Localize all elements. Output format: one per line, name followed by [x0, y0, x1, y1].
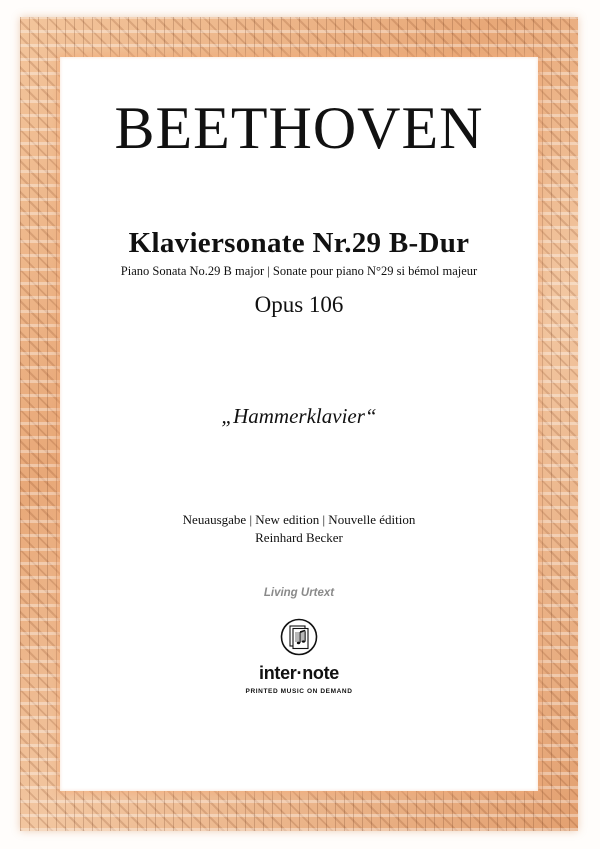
sheet-music-circle-icon — [280, 618, 318, 656]
series-label: Living Urtext — [263, 587, 335, 599]
opus-number: Opus 106 — [254, 292, 344, 317]
editor-name: Reinhard Becker — [255, 530, 343, 545]
composer-name: BEETHOVEN — [114, 95, 484, 161]
work-nickname: „Hammerklavier“ — [221, 404, 377, 428]
work-subtitle: Piano Sonata No.29 B major | Sonate pour piano N°29 si bémol majeur — [120, 264, 478, 278]
cover-panel — [60, 57, 538, 791]
publisher-tagline: PRINTED MUSIC ON DEMAND — [245, 688, 353, 695]
edition-line: Neuausgabe | New edition | Nouvelle édition — [182, 512, 416, 527]
edition-info — [60, 511, 538, 547]
work-title: Klaviersonate Nr.29 B-Dur — [128, 227, 470, 259]
manuscript-border-frame — [20, 17, 578, 831]
publisher-name: inter·note — [259, 663, 339, 683]
